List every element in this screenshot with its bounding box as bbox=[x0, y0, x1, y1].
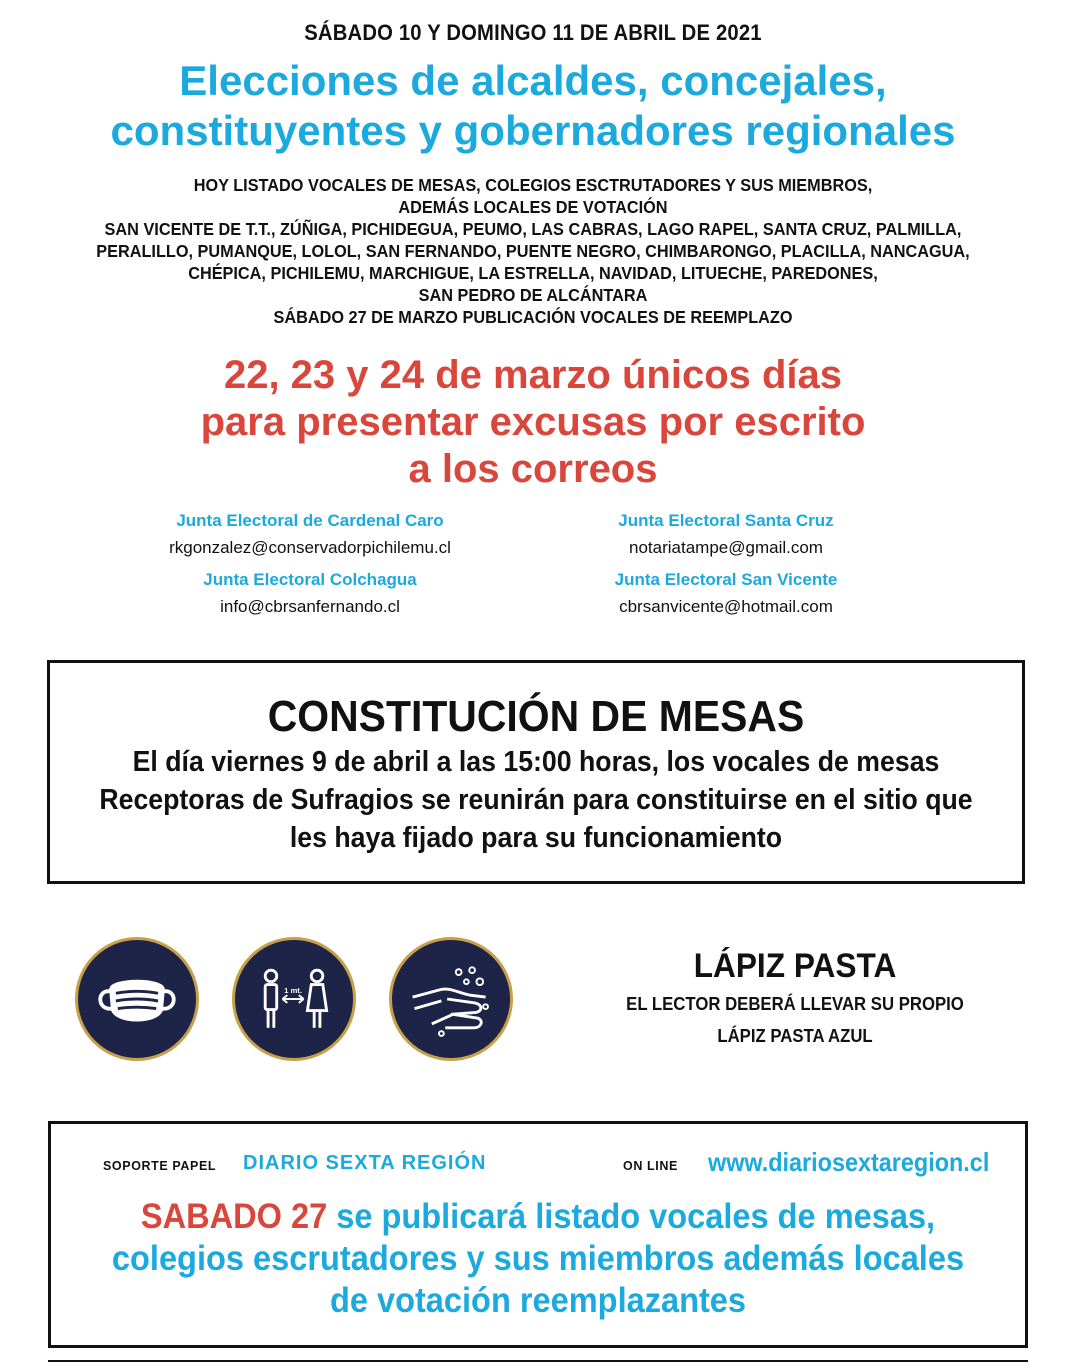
social-distance-icon bbox=[232, 937, 356, 1061]
junta-colchagua bbox=[100, 567, 520, 621]
constitucion-heading: CONSTITUCIÓN DE MESAS bbox=[267, 692, 805, 741]
face-mask-icon bbox=[75, 937, 199, 1061]
website-link[interactable]: www.diariosextaregion.cl bbox=[708, 1147, 990, 1177]
soporte-label: SOPORTE PAPEL bbox=[103, 1159, 217, 1173]
bottom-rule bbox=[48, 1360, 1028, 1362]
junta-cardenal-caro bbox=[100, 508, 520, 562]
publicacion-line-2: colegios escrutadores y sus miembros además locales bbox=[111, 1239, 965, 1278]
junta-email[interactable]: info@cbrsanfernando.cl bbox=[220, 597, 400, 616]
listing-line: PERALILLO, PUMANQUE, LOLOL, SAN FERNANDO, PUENTE NEGRO, CHIMBARONGO, PLACILLA, NANCAGUA, bbox=[96, 241, 970, 261]
junta-name: Junta Electoral San Vicente bbox=[614, 570, 838, 589]
date-line: SÁBADO 10 Y DOMINGO 11 DE ABRIL DE 2021 bbox=[304, 20, 762, 45]
listing-line: SAN PEDRO DE ALCÁNTARA bbox=[418, 285, 648, 305]
excusas-line-1: 22, 23 y 24 de marzo únicos días bbox=[223, 353, 843, 397]
support-row bbox=[51, 1147, 1025, 1180]
main-title-line-2: constituyentes y gobernadores regionales bbox=[110, 107, 956, 154]
constitucion-line-3: les haya fijado para su funcionamiento bbox=[289, 822, 783, 854]
publicacion-line-3: de votación reemplazantes bbox=[329, 1281, 747, 1320]
constitucion-line-2: Receptoras de Sufragios se reunirán para constituirse en el sitio que bbox=[99, 784, 973, 816]
listing-line: SAN VICENTE DE T.T., ZÚÑIGA, PICHIDEGUA, PEUMO, LAS CABRAS, LAGO RAPEL, SANTA CRUZ, PALMILLA, bbox=[104, 219, 962, 239]
listing-line: HOY LISTADO VOCALES DE MESAS, COLEGIOS ESCTRUTADORES Y SUS MIEMBROS, bbox=[193, 175, 873, 195]
distance-label: 1 mt. bbox=[284, 986, 302, 996]
listing-line: SÁBADO 27 DE MARZO PUBLICACIÓN VOCALES DE REEMPLAZO bbox=[273, 307, 793, 327]
publicacion-text bbox=[85, 1196, 991, 1322]
excusas-title bbox=[0, 352, 1066, 493]
junta-name: Junta Electoral Colchagua bbox=[203, 570, 417, 589]
main-title-line-1: Elecciones de alcaldes, concejales, bbox=[179, 57, 887, 104]
highlight-date: SABADO 27 bbox=[140, 1197, 328, 1236]
junta-santa-cruz bbox=[516, 508, 936, 562]
hand-wash-icon bbox=[389, 937, 513, 1061]
diario-name: DIARIO SEXTA REGIÓN bbox=[243, 1152, 487, 1174]
constitucion-body bbox=[89, 743, 983, 857]
constitucion-box bbox=[47, 660, 1025, 884]
junta-email[interactable]: notariatampe@gmail.com bbox=[629, 538, 823, 557]
publicacion-box bbox=[48, 1121, 1028, 1348]
lapiz-line-1: EL LECTOR DEBERÁ LLEVAR SU PROPIO bbox=[626, 994, 964, 1014]
junta-email[interactable]: cbrsanvicente@hotmail.com bbox=[619, 597, 833, 616]
lapiz-line-2: LÁPIZ PASTA AZUL bbox=[717, 1026, 873, 1046]
junta-name: Junta Electoral de Cardenal Caro bbox=[176, 511, 444, 530]
main-title bbox=[0, 56, 1066, 156]
lapiz-heading: LÁPIZ PASTA bbox=[693, 947, 897, 985]
listing-block bbox=[37, 174, 1028, 328]
constitucion-line-1: El día viernes 9 de abril a las 15:00 horas, los vocales de mesas bbox=[132, 746, 940, 778]
junta-email[interactable]: rkgonzalez@conservadorpichilemu.cl bbox=[169, 538, 451, 557]
lapiz-pasta-notice bbox=[590, 944, 1000, 1052]
listing-line: CHÉPICA, PICHILEMU, MARCHIGUE, LA ESTRELLA, NAVIDAD, LITUECHE, PAREDONES, bbox=[188, 263, 878, 283]
excusas-line-2: para presentar excusas por escrito bbox=[200, 400, 866, 444]
junta-san-vicente bbox=[516, 567, 936, 621]
junta-name: Junta Electoral Santa Cruz bbox=[618, 511, 834, 530]
publicacion-line-1 bbox=[85, 1196, 991, 1238]
online-label: ON LINE bbox=[623, 1159, 678, 1173]
excusas-line-3: a los correos bbox=[408, 447, 658, 491]
publicacion-line-1-rest: se publicará listado vocales de mesas, bbox=[327, 1197, 936, 1236]
listing-line: ADEMÁS LOCALES DE VOTACIÓN bbox=[398, 197, 668, 217]
